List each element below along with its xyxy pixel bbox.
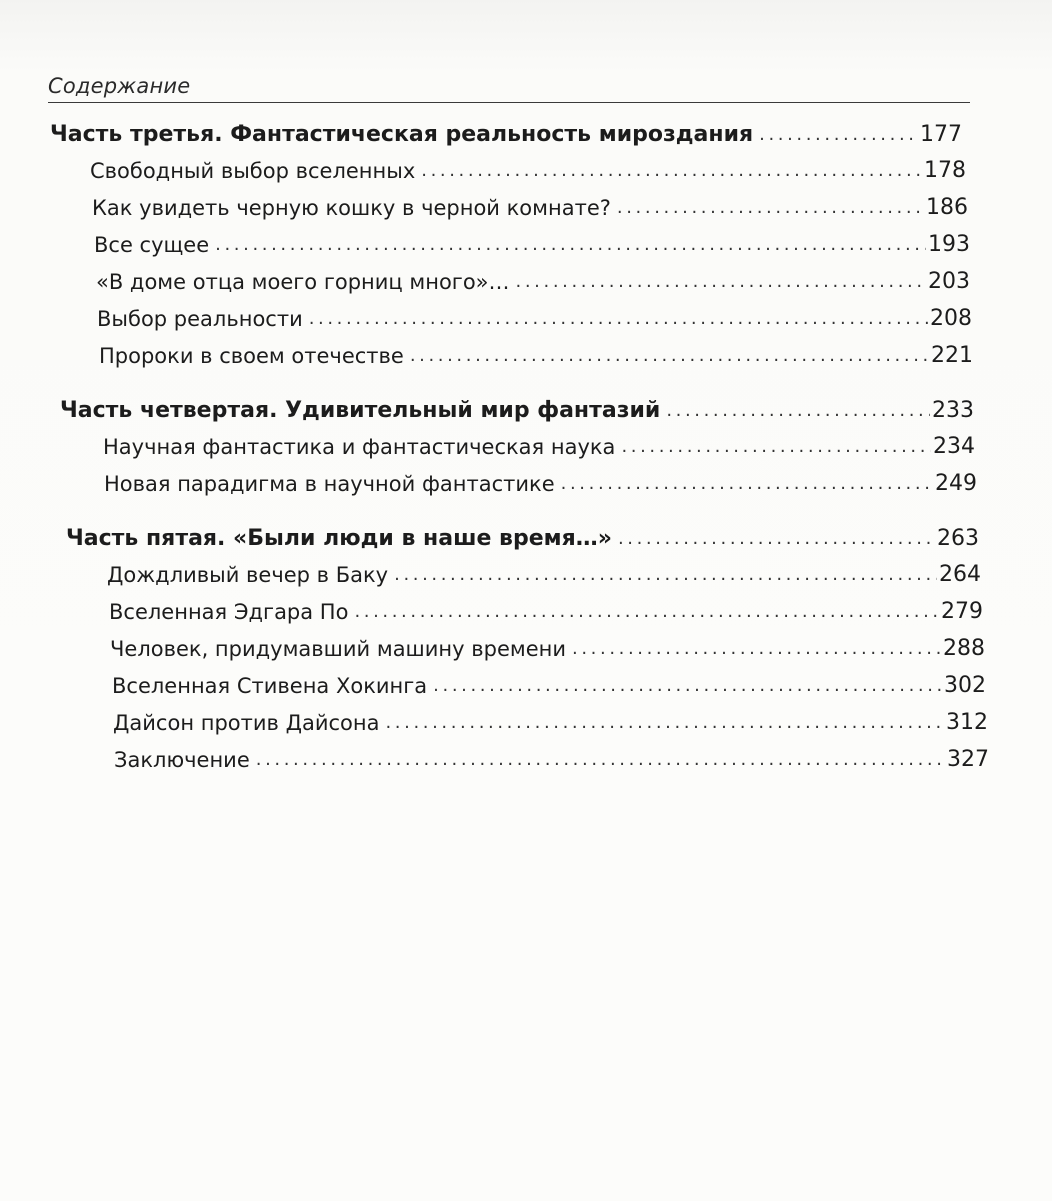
toc-entry-page: 312 — [946, 710, 988, 735]
toc-entry-page: 221 — [931, 343, 973, 368]
toc-entry-page: 249 — [935, 471, 977, 496]
toc-entry-title: Заключение — [114, 748, 250, 772]
toc-chapter-entry — [114, 741, 989, 775]
dot-leader — [618, 524, 935, 554]
toc-entry-title: Часть четвертая. Удивительный мир фантазий — [60, 398, 661, 423]
toc-chapter-entry — [112, 667, 986, 701]
dot-leader — [410, 341, 929, 371]
toc-entry-page: 302 — [944, 673, 986, 698]
toc-entry-page: 288 — [943, 636, 985, 661]
toc-entry-page: 234 — [933, 434, 975, 459]
toc-chapter-entry — [109, 593, 983, 627]
running-head-text: Содержание — [48, 74, 191, 98]
toc-entry-page: 264 — [939, 562, 981, 587]
toc-entry-title: Выбор реальности — [97, 307, 303, 331]
toc-chapter-entry — [113, 704, 988, 738]
toc-part-entry — [60, 392, 974, 426]
toc-entry-page: 233 — [932, 398, 974, 423]
dot-leader — [561, 469, 933, 499]
toc-entry-page: 203 — [928, 269, 970, 294]
dot-leader — [421, 156, 922, 186]
toc-entry-page: 208 — [930, 306, 972, 331]
toc-entry-page: 263 — [937, 526, 979, 551]
dot-leader — [621, 432, 931, 462]
toc-entry-page: 327 — [947, 747, 989, 772]
toc-chapter-entry — [92, 189, 968, 223]
toc-entry-title: Как увидеть черную кошку в черной комнате? — [92, 196, 611, 220]
toc-entry-title: Научная фантастика и фантастическая наука — [103, 435, 616, 459]
toc-entry-title: Вселенная Эдгара По — [109, 600, 349, 624]
toc-part-entry — [50, 116, 962, 150]
dot-leader — [617, 193, 924, 223]
toc-entry-page: 279 — [941, 599, 983, 624]
dot-leader — [759, 120, 918, 150]
toc-entry-title: Вселенная Стивена Хокинга — [112, 674, 428, 698]
toc-entry-title: Дождливый вечер в Баку — [107, 563, 389, 587]
toc-entry-page: 186 — [926, 195, 968, 220]
toc-entry-title: Все сущее — [94, 233, 210, 257]
dot-leader — [666, 396, 930, 426]
dot-leader — [433, 671, 942, 701]
toc-chapter-entry — [96, 263, 970, 297]
dot-leader — [394, 560, 937, 590]
dot-leader — [516, 267, 926, 297]
toc-entry-title: Часть пятая. «Были люди в наше время…» — [66, 526, 612, 551]
toc-entry-title: «В доме отца моего горниц много»… — [96, 270, 510, 294]
toc-chapter-entry — [110, 630, 985, 664]
toc-chapter-entry — [107, 556, 981, 590]
toc-chapter-entry — [90, 152, 966, 186]
toc-entry-title: Часть третья. Фантастическая реальность мироздания — [50, 122, 754, 147]
toc-chapter-entry — [99, 337, 973, 371]
toc-entry-page: 178 — [924, 158, 966, 183]
toc-chapter-entry — [97, 300, 972, 334]
dot-leader — [309, 304, 928, 334]
toc-entry-title: Пророки в своем отечестве — [99, 344, 404, 368]
toc-entry-title: Человек, придумавший машину времени — [110, 637, 567, 661]
toc-entry-title: Свободный выбор вселенных — [90, 159, 416, 183]
dot-leader — [354, 597, 939, 627]
dot-leader — [215, 230, 926, 260]
running-head — [48, 72, 970, 103]
toc-chapter-entry — [104, 465, 977, 499]
toc-entry-title: Новая парадигма в научной фантастике — [104, 472, 555, 496]
toc-entry-page: 177 — [920, 122, 962, 147]
toc-chapter-entry — [94, 226, 970, 260]
dot-leader — [385, 708, 944, 738]
toc-entry-title: Дайсон против Дайсона — [113, 711, 380, 735]
dot-leader — [572, 634, 941, 664]
toc-entry-page: 193 — [928, 232, 970, 257]
toc-part-entry — [66, 520, 979, 554]
toc-chapter-entry — [103, 428, 975, 462]
dot-leader — [256, 745, 945, 775]
